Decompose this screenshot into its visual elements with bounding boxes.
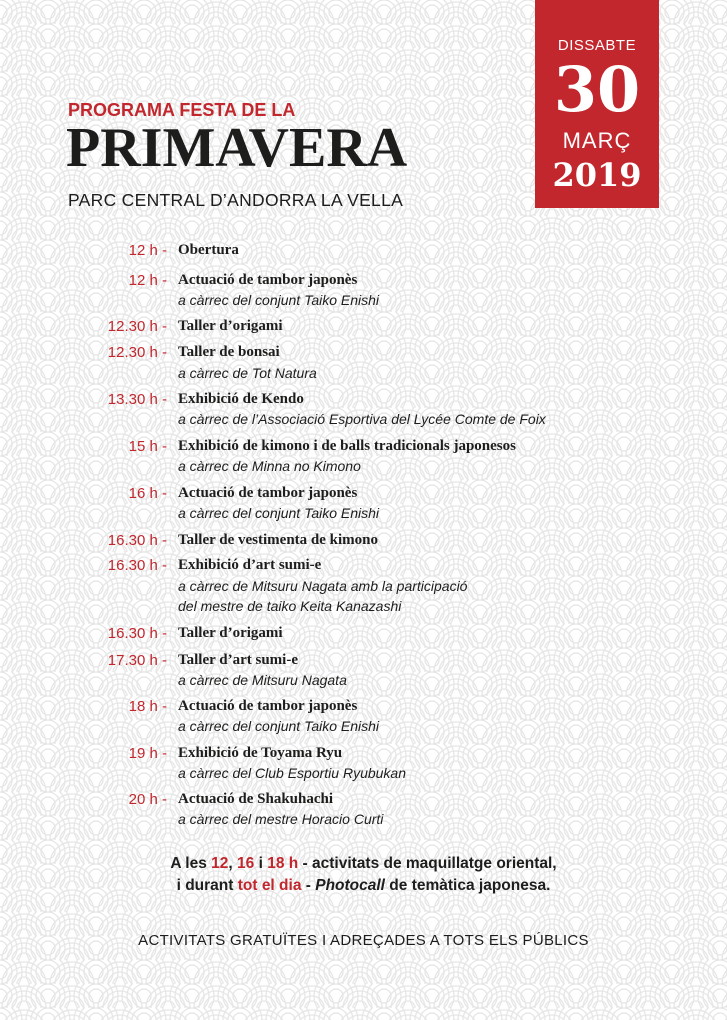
program-detail: a càrrec del conjunt Taiko Enishi <box>178 292 380 308</box>
note-makeup: A les 12, 16 i 18 h - activitats de maquillatge oriental, <box>170 855 557 872</box>
program-detail: a càrrec del Club Esportiu Ryubukan <box>178 765 407 781</box>
program-time: 13.30 h - <box>107 391 167 408</box>
program-time: 16.30 h - <box>107 625 167 642</box>
program-activity: Taller d’origami <box>178 625 283 641</box>
program-detail: a càrrec del conjunt Taiko Enishi <box>178 718 380 734</box>
program-detail: del mestre de taiko Keita Kanazashi <box>178 598 402 614</box>
program-activity: Taller d’origami <box>178 318 283 334</box>
program-time: 20 h - <box>128 791 167 808</box>
program-time: 12 h - <box>128 242 167 259</box>
page-title: PRIMAVERA <box>66 117 408 179</box>
program-activity: Exhibició d’art sumi-e <box>178 557 322 573</box>
program-time: 19 h - <box>128 745 167 762</box>
program-detail: a càrrec de l’Associació Esportiva del Lycée Comte de Foix <box>178 411 546 427</box>
program-time: 16.30 h - <box>107 557 167 574</box>
program-activity: Actuació de tambor japonès <box>178 272 358 288</box>
program-detail: a càrrec del mestre Horacio Curti <box>178 811 384 827</box>
program-time: 18 h - <box>128 698 167 715</box>
footer-note: ACTIVITATS GRATUÏTES I ADREÇADES A TOTS ELS PÚBLICS <box>138 932 589 949</box>
program-activity: Taller de bonsai <box>178 344 280 360</box>
program-time: 17.30 h - <box>107 652 167 669</box>
date-month: MARÇ <box>562 128 632 153</box>
program-activity: Taller d’art sumi-e <box>178 652 298 668</box>
program-detail: a càrrec de Tot Natura <box>178 365 317 381</box>
date-box <box>535 0 659 208</box>
program-time: 16.30 h - <box>107 532 167 549</box>
note-photocall: i durant tot el dia - Photocall de temàtica japonesa. <box>176 877 551 894</box>
program-time: 12 h - <box>128 272 167 289</box>
program-time: 16 h - <box>128 485 167 502</box>
program-time: 15 h - <box>128 438 167 455</box>
program-detail: a càrrec del conjunt Taiko Enishi <box>178 505 380 521</box>
program-activity: Actuació de tambor japonès <box>178 485 358 501</box>
program-detail: a càrrec de Mitsuru Nagata amb la participació <box>178 578 468 594</box>
program-time: 12.30 h - <box>107 318 167 335</box>
program-activity: Actuació de tambor japonès <box>178 698 358 714</box>
date-year: 2019 <box>552 156 642 194</box>
program-activity: Obertura <box>178 242 239 258</box>
date-day: 30 <box>553 53 641 126</box>
location: PARC CENTRAL D’ANDORRA LA VELLA <box>68 190 404 210</box>
date-weekday: DISSABTE <box>557 37 637 54</box>
program-subtitle: PROGRAMA FESTA DE LA <box>68 100 296 120</box>
program-detail: a càrrec de Minna no Kimono <box>178 458 361 474</box>
program-activity: Taller de vestimenta de kimono <box>178 532 379 548</box>
program-time: 12.30 h - <box>107 344 167 361</box>
program-activity: Actuació de Shakuhachi <box>178 791 334 807</box>
program-activity: Exhibició de kimono i de balls tradicionals japonesos <box>178 438 516 454</box>
program-detail: a càrrec de Mitsuru Nagata <box>178 672 347 688</box>
program-activity: Exhibició de Toyama Ryu <box>178 745 343 761</box>
program-activity: Exhibició de Kendo <box>178 391 304 407</box>
